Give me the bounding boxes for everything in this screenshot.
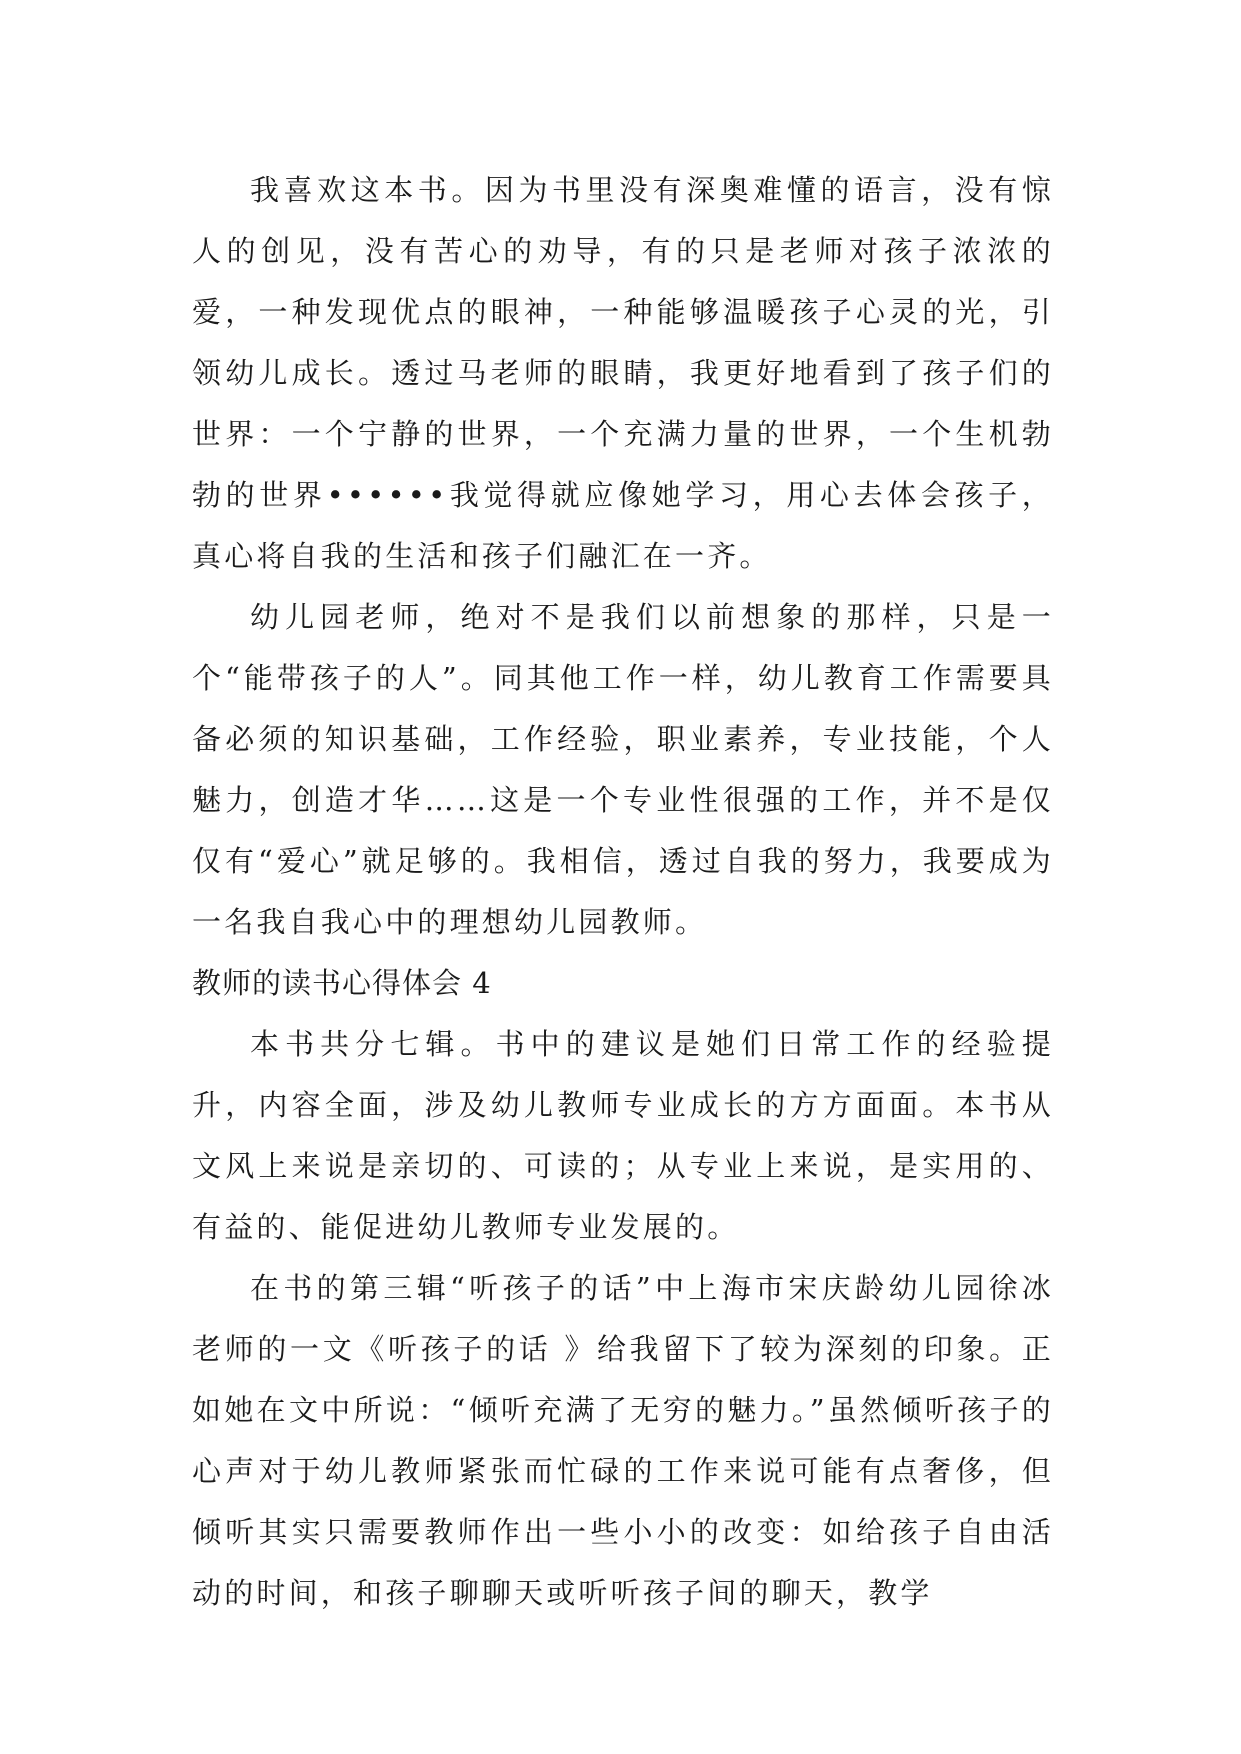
- document-body: [192, 160, 1054, 1624]
- paragraph-1: 我喜欢这本书。因为书里没有深奥难懂的语言，没有惊人的创见，没有苦心的劝导，有的只是老师对孩子浓浓的爱，一种发现优点的眼神，一种能够温暖孩子心灵的光，引领幼儿成长。透过马老师的眼睛，我更好地看到了孩子们的世界：一个宁静的世界，一个充满力量的世界，一个生机勃勃的世界••••••我觉得就应像她学习，用心去体会孩子，真心将自我的生活和孩子们融汇在一齐。: [192, 173, 1054, 573]
- section-heading: 教师的读书心得体会 4: [192, 966, 492, 1000]
- paragraph-2: 幼儿园老师，绝对不是我们以前想象的那样，只是一个“能带孩子的人”。同其他工作一样，幼儿教育工作需要具备必须的知识基础，工作经验，职业素养，专业技能，个人魅力，创造才华……这是一个专业性很强的工作，并不是仅仅有“爱心”就足够的。我相信，透过自我的努力，我要成为一名我自我心中的理想幼儿园教师。: [192, 600, 1054, 939]
- paragraph-3: 本书共分七辑。书中的建议是她们日常工作的经验提升，内容全面，涉及幼儿教师专业成长的方方面面。本书从文风上来说是亲切的、可读的；从专业上来说，是实用的、有益的、能促进幼儿教师专业发展的。: [192, 1027, 1054, 1244]
- paragraph-4: 在书的第三辑“听孩子的话”中上海市宋庆龄幼儿园徐冰老师的一文《听孩子的话 》给我留下了较为深刻的印象。正如她在文中所说：“倾听充满了无穷的魅力。”虽然倾听孩子的心声对于幼儿教师紧张而忙碌的工作来说可能有点奢侈，但倾听其实只需要教师作出一些小小的改变：如给孩子自由活动的时间，和孩子聊聊天或听听孩子间的聊天，教学: [192, 1271, 1054, 1610]
